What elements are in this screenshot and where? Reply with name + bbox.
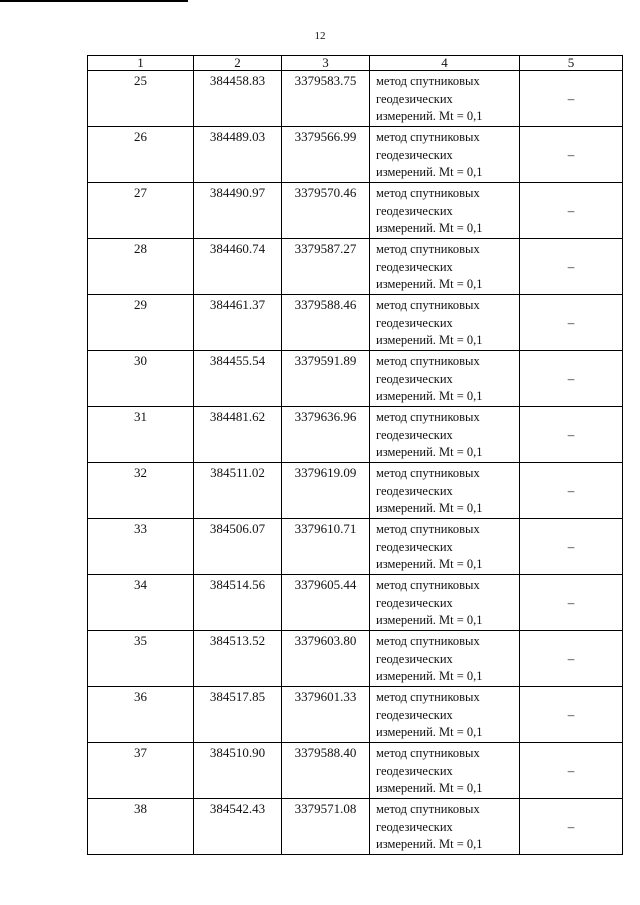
x-coordinate-cell: 384514.56 bbox=[194, 575, 282, 631]
note-cell: – bbox=[520, 575, 623, 631]
method-line: измерений. Mt = 0,1 bbox=[376, 781, 483, 795]
method-line: метод спутниковых bbox=[376, 578, 480, 592]
table-row bbox=[88, 687, 623, 743]
method-line: метод спутниковых bbox=[376, 802, 480, 816]
method-line: измерений. Mt = 0,1 bbox=[376, 333, 483, 347]
method-line: измерений. Mt = 0,1 bbox=[376, 725, 483, 739]
point-number-cell: 34 bbox=[88, 575, 194, 631]
method-line: измерений. Mt = 0,1 bbox=[376, 389, 483, 403]
table-row bbox=[88, 407, 623, 463]
x-coordinate-cell: 384461.37 bbox=[194, 295, 282, 351]
method-line: геодезических bbox=[376, 595, 453, 610]
method-cell bbox=[370, 519, 520, 575]
note-cell: – bbox=[520, 183, 623, 239]
coordinates-table bbox=[87, 55, 623, 855]
method-line: геодезических bbox=[376, 259, 453, 274]
x-coordinate-cell: 384511.02 bbox=[194, 463, 282, 519]
note-cell: – bbox=[520, 519, 623, 575]
method-line: геодезических bbox=[376, 483, 453, 498]
x-coordinate-cell: 384455.54 bbox=[194, 351, 282, 407]
x-coordinate-cell: 384490.97 bbox=[194, 183, 282, 239]
note-cell: – bbox=[520, 239, 623, 295]
method-cell bbox=[370, 575, 520, 631]
column-header: 4 bbox=[370, 56, 520, 71]
y-coordinate-cell: 3379603.80 bbox=[282, 631, 370, 687]
point-number-cell: 35 bbox=[88, 631, 194, 687]
y-coordinate-cell: 3379610.71 bbox=[282, 519, 370, 575]
table-header-row bbox=[88, 56, 623, 71]
method-cell bbox=[370, 799, 520, 855]
method-cell bbox=[370, 71, 520, 127]
method-cell bbox=[370, 183, 520, 239]
method-line: геодезических bbox=[376, 651, 453, 666]
method-line: измерений. Mt = 0,1 bbox=[376, 557, 483, 571]
y-coordinate-cell: 3379588.46 bbox=[282, 295, 370, 351]
y-coordinate-cell: 3379636.96 bbox=[282, 407, 370, 463]
point-number-cell: 25 bbox=[88, 71, 194, 127]
method-line: измерений. Mt = 0,1 bbox=[376, 837, 483, 851]
point-number-cell: 33 bbox=[88, 519, 194, 575]
method-line: измерений. Mt = 0,1 bbox=[376, 669, 483, 683]
method-line: метод спутниковых bbox=[376, 522, 480, 536]
method-line: метод спутниковых bbox=[376, 746, 480, 760]
method-line: метод спутниковых bbox=[376, 354, 480, 368]
point-number-cell: 31 bbox=[88, 407, 194, 463]
y-coordinate-cell: 3379605.44 bbox=[282, 575, 370, 631]
x-coordinate-cell: 384517.85 bbox=[194, 687, 282, 743]
note-cell: – bbox=[520, 295, 623, 351]
table-row bbox=[88, 239, 623, 295]
method-line: геодезических bbox=[376, 819, 453, 834]
method-line: метод спутниковых bbox=[376, 298, 480, 312]
table-body bbox=[88, 71, 623, 855]
x-coordinate-cell: 384510.90 bbox=[194, 743, 282, 799]
note-cell: – bbox=[520, 463, 623, 519]
method-cell bbox=[370, 407, 520, 463]
note-cell: – bbox=[520, 743, 623, 799]
method-cell bbox=[370, 743, 520, 799]
point-number-cell: 36 bbox=[88, 687, 194, 743]
method-cell bbox=[370, 463, 520, 519]
method-line: измерений. Mt = 0,1 bbox=[376, 613, 483, 627]
note-cell: – bbox=[520, 631, 623, 687]
method-cell bbox=[370, 687, 520, 743]
method-line: метод спутниковых bbox=[376, 634, 480, 648]
y-coordinate-cell: 3379583.75 bbox=[282, 71, 370, 127]
method-line: геодезических bbox=[376, 371, 453, 386]
y-coordinate-cell: 3379570.46 bbox=[282, 183, 370, 239]
point-number-cell: 28 bbox=[88, 239, 194, 295]
table-row bbox=[88, 799, 623, 855]
y-coordinate-cell: 3379587.27 bbox=[282, 239, 370, 295]
method-cell bbox=[370, 295, 520, 351]
column-header: 3 bbox=[282, 56, 370, 71]
method-line: геодезических bbox=[376, 427, 453, 442]
note-cell: – bbox=[520, 687, 623, 743]
note-cell: – bbox=[520, 799, 623, 855]
method-line: метод спутниковых bbox=[376, 186, 480, 200]
method-line: геодезических bbox=[376, 707, 453, 722]
point-number-cell: 38 bbox=[88, 799, 194, 855]
x-coordinate-cell: 384458.83 bbox=[194, 71, 282, 127]
table-row bbox=[88, 71, 623, 127]
point-number-cell: 27 bbox=[88, 183, 194, 239]
method-line: геодезических bbox=[376, 539, 453, 554]
table-row bbox=[88, 127, 623, 183]
column-header: 1 bbox=[88, 56, 194, 71]
method-cell bbox=[370, 631, 520, 687]
method-line: геодезических bbox=[376, 147, 453, 162]
method-line: измерений. Mt = 0,1 bbox=[376, 109, 483, 123]
method-line: метод спутниковых bbox=[376, 410, 480, 424]
page-number: 12 bbox=[314, 30, 326, 42]
note-cell: – bbox=[520, 407, 623, 463]
y-coordinate-cell: 3379601.33 bbox=[282, 687, 370, 743]
x-coordinate-cell: 384542.43 bbox=[194, 799, 282, 855]
column-header: 2 bbox=[194, 56, 282, 71]
table-row bbox=[88, 519, 623, 575]
method-line: метод спутниковых bbox=[376, 466, 480, 480]
method-line: геодезических bbox=[376, 91, 453, 106]
x-coordinate-cell: 384481.62 bbox=[194, 407, 282, 463]
method-line: измерений. Mt = 0,1 bbox=[376, 221, 483, 235]
note-cell: – bbox=[520, 351, 623, 407]
table-row bbox=[88, 463, 623, 519]
note-cell: – bbox=[520, 127, 623, 183]
table-row bbox=[88, 295, 623, 351]
point-number-cell: 32 bbox=[88, 463, 194, 519]
column-header: 5 bbox=[520, 56, 623, 71]
point-number-cell: 26 bbox=[88, 127, 194, 183]
y-coordinate-cell: 3379571.08 bbox=[282, 799, 370, 855]
method-line: измерений. Mt = 0,1 bbox=[376, 501, 483, 515]
table-row bbox=[88, 743, 623, 799]
y-coordinate-cell: 3379566.99 bbox=[282, 127, 370, 183]
top-rule bbox=[0, 0, 188, 2]
table-row bbox=[88, 351, 623, 407]
point-number-cell: 29 bbox=[88, 295, 194, 351]
method-line: геодезических bbox=[376, 203, 453, 218]
method-cell bbox=[370, 351, 520, 407]
note-cell: – bbox=[520, 71, 623, 127]
method-line: измерений. Mt = 0,1 bbox=[376, 445, 483, 459]
method-line: метод спутниковых bbox=[376, 690, 480, 704]
method-line: геодезических bbox=[376, 763, 453, 778]
y-coordinate-cell: 3379591.89 bbox=[282, 351, 370, 407]
table-row bbox=[88, 631, 623, 687]
method-cell bbox=[370, 239, 520, 295]
method-line: измерений. Mt = 0,1 bbox=[376, 277, 483, 291]
x-coordinate-cell: 384513.52 bbox=[194, 631, 282, 687]
method-line: метод спутниковых bbox=[376, 242, 480, 256]
method-line: геодезических bbox=[376, 315, 453, 330]
point-number-cell: 37 bbox=[88, 743, 194, 799]
y-coordinate-cell: 3379619.09 bbox=[282, 463, 370, 519]
table-row bbox=[88, 183, 623, 239]
x-coordinate-cell: 384489.03 bbox=[194, 127, 282, 183]
method-cell bbox=[370, 127, 520, 183]
x-coordinate-cell: 384460.74 bbox=[194, 239, 282, 295]
method-line: измерений. Mt = 0,1 bbox=[376, 165, 483, 179]
method-line: метод спутниковых bbox=[376, 130, 480, 144]
point-number-cell: 30 bbox=[88, 351, 194, 407]
method-line: метод спутниковых bbox=[376, 74, 480, 88]
x-coordinate-cell: 384506.07 bbox=[194, 519, 282, 575]
y-coordinate-cell: 3379588.40 bbox=[282, 743, 370, 799]
table-row bbox=[88, 575, 623, 631]
